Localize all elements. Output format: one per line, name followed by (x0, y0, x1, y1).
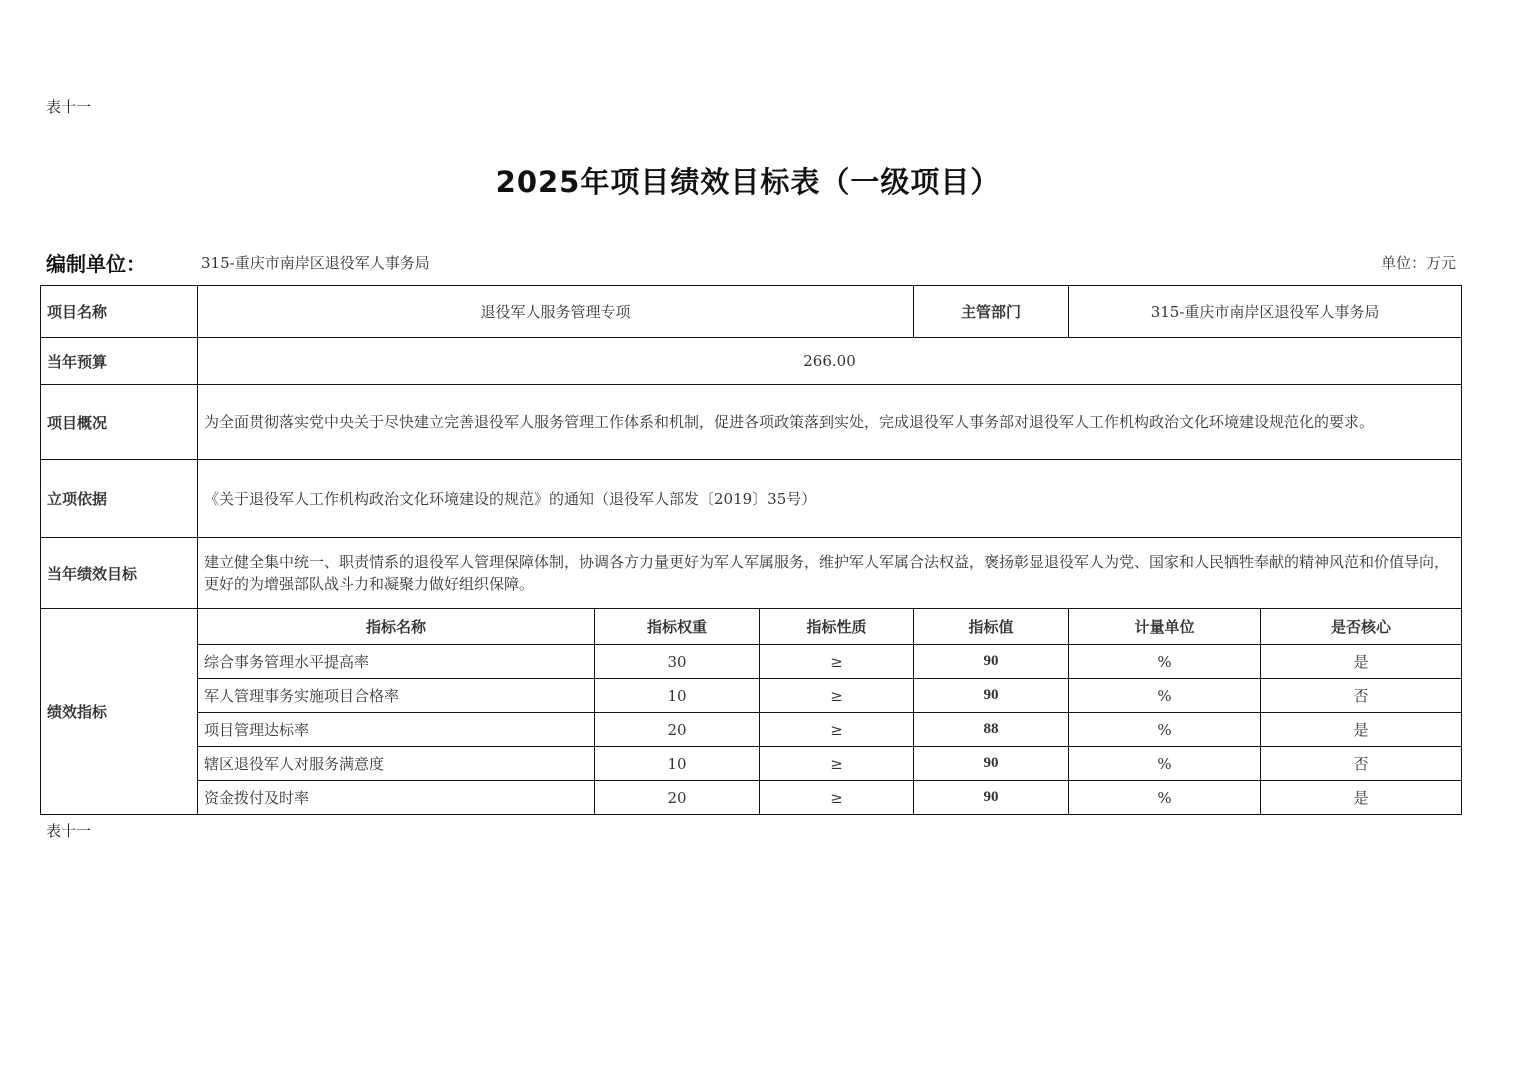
table-row (41, 747, 1462, 781)
indicator-core: 是 (1261, 781, 1462, 815)
indicator-core: 否 (1261, 679, 1462, 713)
overview-value: 为全面贯彻落实党中央关于尽快建立完善退役军人服务管理工作体系和机制，促进各项政策落到实处，完成退役军人事务部对退役军人工作机构政治文化环境建设规范化的要求。 (198, 385, 1462, 460)
indicator-value: 90 (914, 747, 1069, 781)
col-header-name: 指标名称 (198, 609, 595, 645)
indicator-unit: % (1069, 713, 1261, 747)
project-name-label: 项目名称 (41, 286, 198, 338)
col-header-weight: 指标权重 (595, 609, 760, 645)
indicator-nature: ≥ (760, 645, 914, 679)
table-row (41, 645, 1462, 679)
table-number-label: 表十一 (46, 98, 92, 116)
indicator-weight: 20 (595, 781, 760, 815)
col-header-nature: 指标性质 (760, 609, 914, 645)
performance-table (40, 285, 1462, 815)
indicator-weight: 30 (595, 645, 760, 679)
table-row (41, 713, 1462, 747)
table-row (41, 679, 1462, 713)
overview-label: 项目概况 (41, 385, 198, 460)
indicator-unit: % (1069, 781, 1261, 815)
project-name-value: 退役军人服务管理专项 (198, 286, 914, 338)
budget-row (41, 338, 1462, 385)
indicator-nature: ≥ (760, 781, 914, 815)
col-header-core: 是否核心 (1261, 609, 1462, 645)
table-row (41, 781, 1462, 815)
dept-value: 315-重庆市南岸区退役军人事务局 (1069, 286, 1462, 338)
indicator-weight: 10 (595, 747, 760, 781)
col-header-unit: 计量单位 (1069, 609, 1261, 645)
table-number-label-bottom: 表十一 (46, 822, 92, 840)
indicator-core: 否 (1261, 747, 1462, 781)
indicator-nature: ≥ (760, 679, 914, 713)
dept-label: 主管部门 (914, 286, 1069, 338)
budget-label: 当年预算 (41, 338, 198, 385)
indicator-nature: ≥ (760, 713, 914, 747)
indicator-unit: % (1069, 645, 1261, 679)
indicator-weight: 20 (595, 713, 760, 747)
unit-label: 单位：万元 (1380, 254, 1456, 272)
indicator-unit: % (1069, 679, 1261, 713)
indicators-section-label: 绩效指标 (41, 609, 198, 815)
basis-row (41, 460, 1462, 538)
indicator-name: 综合事务管理水平提高率 (198, 645, 595, 679)
indicator-core: 是 (1261, 645, 1462, 679)
goal-label: 当年绩效目标 (41, 538, 198, 609)
indicator-weight: 10 (595, 679, 760, 713)
indicator-core: 是 (1261, 713, 1462, 747)
indicator-value: 90 (914, 645, 1069, 679)
org-label: 编制单位： (46, 252, 146, 276)
overview-row (41, 385, 1462, 460)
goal-value: 建立健全集中统一、职责情系的退役军人管理保障体制，协调各方力量更好为军人军属服务，维护军人军属合法权益，褒扬彰显退役军人为党、国家和人民牺牲奉献的精神风范和价值导向，更好的为增强部队战斗力和凝聚力做好组织保障。 (198, 538, 1462, 609)
indicator-header-row (41, 609, 1462, 645)
project-name-row (41, 286, 1462, 338)
document-title: 2025年项目绩效目标表（一级项目） (495, 165, 1001, 199)
indicator-value: 88 (914, 713, 1069, 747)
indicator-value: 90 (914, 679, 1069, 713)
basis-value: 《关于退役军人工作机构政治文化环境建设的规范》的通知（退役军人部发〔2019〕35号） (198, 460, 1462, 538)
budget-value: 266.00 (198, 338, 1462, 385)
org-line (46, 248, 1460, 276)
indicator-name: 资金拨付及时率 (198, 781, 595, 815)
indicator-name: 军人管理事务实施项目合格率 (198, 679, 595, 713)
indicator-name: 辖区退役军人对服务满意度 (198, 747, 595, 781)
indicator-name: 项目管理达标率 (198, 713, 595, 747)
indicator-value: 90 (914, 781, 1069, 815)
indicator-nature: ≥ (760, 747, 914, 781)
goal-row (41, 538, 1462, 609)
org-value: 315-重庆市南岸区退役军人事务局 (201, 254, 430, 272)
col-header-value: 指标值 (914, 609, 1069, 645)
basis-label: 立项依据 (41, 460, 198, 538)
indicator-unit: % (1069, 747, 1261, 781)
